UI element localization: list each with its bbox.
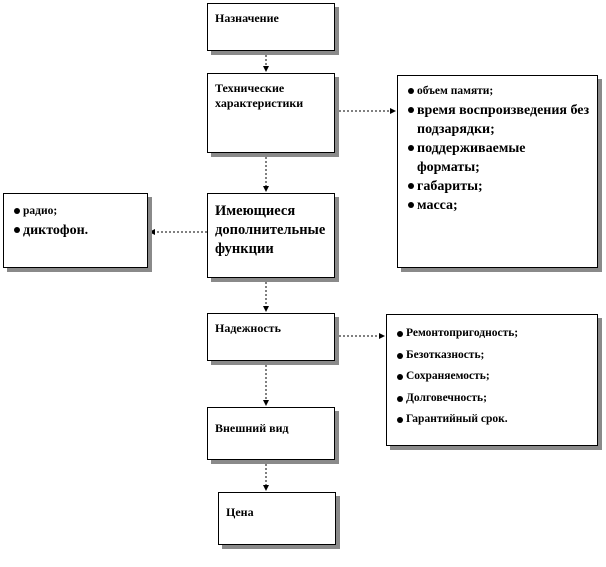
box-purpose xyxy=(207,3,335,51)
box-functions-label: Имеющиеся дополнительные функции xyxy=(215,203,326,257)
box-appearance-label: Внешний вид xyxy=(215,421,289,435)
box-specs-list xyxy=(397,75,598,268)
box-price xyxy=(218,492,336,545)
box-functions-list xyxy=(3,193,148,268)
list-item: радио; xyxy=(13,202,141,221)
reliability-list xyxy=(396,323,591,431)
list-item: габариты; xyxy=(407,177,591,196)
box-purpose-label: Назначение xyxy=(215,11,279,25)
list-item: время воспроизведения без подзарядки; xyxy=(407,101,591,139)
box-reliability-label: Надежность xyxy=(215,321,281,335)
box-specs-label: Технические характеристики xyxy=(215,81,304,110)
specs-list xyxy=(407,82,591,215)
list-item: диктофон. xyxy=(13,221,141,240)
list-item: Долговечность; xyxy=(396,388,591,410)
box-reliability-list xyxy=(386,314,598,446)
box-price-label: Цена xyxy=(226,505,254,519)
functions-list xyxy=(13,202,141,240)
list-item: Ремонтопригодность; xyxy=(396,323,591,345)
box-functions xyxy=(207,193,335,278)
box-specs xyxy=(207,73,335,153)
list-item: объем памяти; xyxy=(407,82,591,101)
box-reliability xyxy=(207,313,335,361)
list-item: Безотказность; xyxy=(396,345,591,367)
list-item: поддерживаемые форматы; xyxy=(407,139,591,177)
list-item: масса; xyxy=(407,196,591,215)
list-item: Сохраняемость; xyxy=(396,366,591,388)
box-appearance xyxy=(207,407,335,460)
list-item: Гарантийный срок. xyxy=(396,409,591,431)
